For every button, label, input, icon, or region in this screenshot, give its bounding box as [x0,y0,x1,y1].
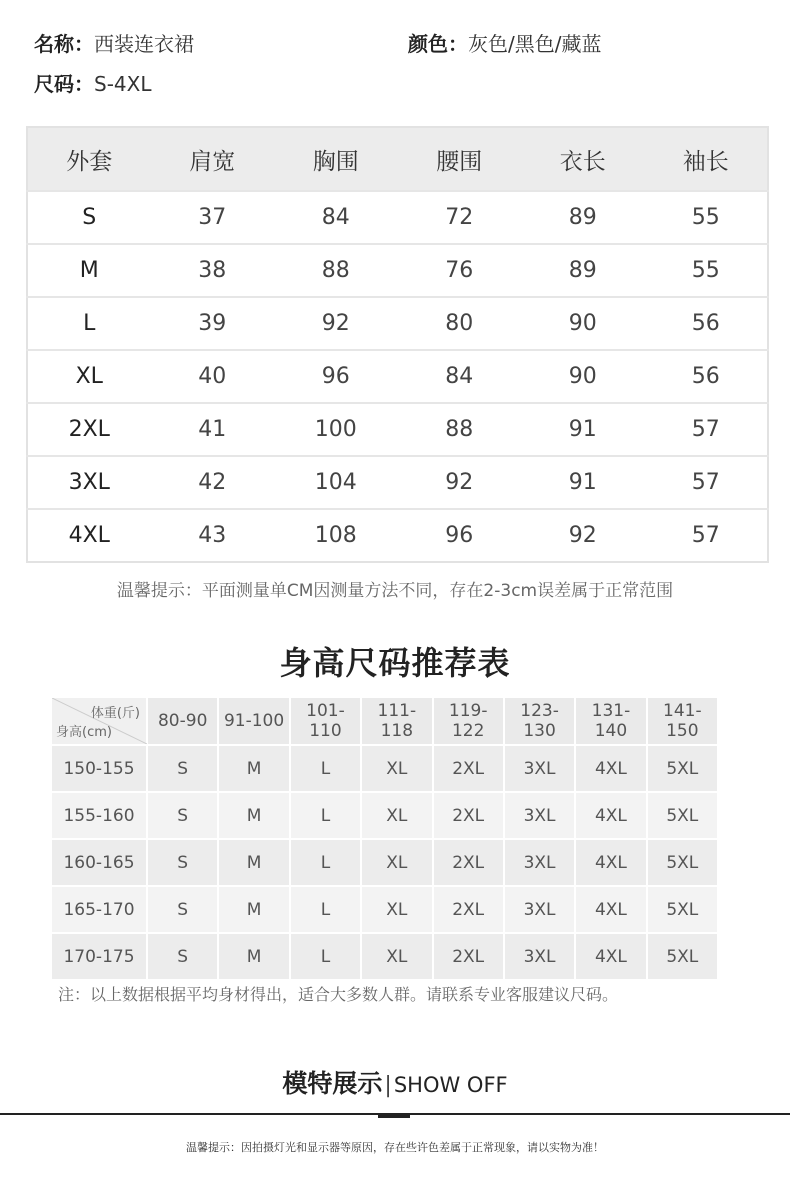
recommended-size-cell: 5XL [647,933,718,979]
size-table-row [27,403,768,456]
size-value-cell: 72 [398,191,522,244]
recommended-size-cell: 5XL [647,792,718,839]
height-range-cell: 150-155 [52,745,147,792]
recommend-row [52,839,718,886]
size-value-cell: 37 [151,191,275,244]
size-value-cell: 43 [151,509,275,562]
show-title-separator: | [384,1073,392,1098]
recommended-size-cell: 3XL [504,792,575,839]
recommended-size-cell: 2XL [433,792,504,839]
size-label-cell: 3XL [27,456,151,509]
size-table-header: 肩宽 [151,127,275,191]
weight-range-header: 131-140 [575,698,646,745]
recommended-size-cell: XL [361,886,432,933]
recommended-size-cell: L [290,886,361,933]
size-table-header: 外套 [27,127,151,191]
recommended-size-cell: 3XL [504,933,575,979]
size-label-cell: L [27,297,151,350]
product-name-value: 西装连衣裙 [94,32,194,56]
product-size-value: S-4XL [94,72,152,96]
weight-range-header: 123-130 [504,698,575,745]
recommend-header-row [52,698,718,745]
recommended-size-cell: 4XL [575,933,646,979]
recommended-size-cell: 5XL [647,886,718,933]
recommended-size-cell: 4XL [575,745,646,792]
height-range-cell: 165-170 [52,886,147,933]
recommended-size-cell: XL [361,933,432,979]
size-table-row [27,244,768,297]
recommended-size-cell: 3XL [504,886,575,933]
size-value-cell: 91 [521,456,645,509]
recommended-size-cell: S [147,745,218,792]
size-value-cell: 89 [521,244,645,297]
color-tip: 温馨提示：因拍摄灯光和显示器等原因，存在些许色差属于正常现象，请以实物为准！ [186,1141,604,1154]
size-value-cell: 38 [151,244,275,297]
recommended-size-cell: M [218,886,289,933]
recommended-size-cell: S [147,792,218,839]
size-value-cell: 108 [274,509,398,562]
show-off-title [0,1064,790,1100]
recommended-size-cell: M [218,933,289,979]
corner-weight-label: 体重(斤) [90,706,140,721]
corner-height-label: 身高(cm) [56,725,112,740]
recommend-corner-cell [52,698,147,745]
size-value-cell: 104 [274,456,398,509]
measurement-tip: 温馨提示：平面测量单CM因测量方法不同，存在2-3cm误差属于正常范围 [116,581,674,601]
size-value-cell: 56 [645,297,769,350]
height-range-cell: 170-175 [52,933,147,979]
size-table-header: 腰围 [398,127,522,191]
height-range-cell: 160-165 [52,839,147,886]
size-table [26,126,769,563]
size-label-cell: M [27,244,151,297]
recommended-size-cell: M [218,839,289,886]
size-table-header: 胸围 [274,127,398,191]
size-value-cell: 92 [521,509,645,562]
recommended-size-cell: 2XL [433,933,504,979]
weight-range-header: 91-100 [218,698,289,745]
recommend-row [52,745,718,792]
product-size-label: 尺码： [34,72,94,96]
recommend-title: 身高尺码推荐表 [279,644,511,682]
size-value-cell: 92 [274,297,398,350]
size-value-cell: 80 [398,297,522,350]
size-value-cell: 55 [645,244,769,297]
recommended-size-cell: L [290,792,361,839]
size-table-header: 衣长 [521,127,645,191]
size-value-cell: 100 [274,403,398,456]
recommended-size-cell: 4XL [575,792,646,839]
recommended-size-cell: S [147,933,218,979]
recommended-size-cell: 4XL [575,839,646,886]
size-value-cell: 41 [151,403,275,456]
size-table-header-row [27,127,768,191]
size-value-cell: 57 [645,509,769,562]
recommended-size-cell: 3XL [504,745,575,792]
size-label-cell: 2XL [27,403,151,456]
divider-mark [378,1113,410,1118]
recommended-size-cell: XL [361,792,432,839]
recommended-size-cell: 2XL [433,886,504,933]
size-value-cell: 57 [645,403,769,456]
height-range-cell: 155-160 [52,792,147,839]
show-title-cn: 模特展示 [282,1069,383,1098]
size-value-cell: 96 [398,509,522,562]
weight-range-header: 111-118 [361,698,432,745]
size-value-cell: 84 [274,191,398,244]
weight-range-header: 80-90 [147,698,218,745]
recommend-table-wrap [52,698,719,970]
show-title-en: SHOW OFF [393,1073,508,1097]
size-value-cell: 40 [151,350,275,403]
size-label-cell: S [27,191,151,244]
size-label-cell: XL [27,350,151,403]
recommend-row [52,933,718,979]
size-table-row [27,297,768,350]
size-value-cell: 90 [521,297,645,350]
size-value-cell: 76 [398,244,522,297]
size-value-cell: 39 [151,297,275,350]
size-value-cell: 42 [151,456,275,509]
product-color-value: 灰色/黑色/藏蓝 [468,32,602,56]
size-value-cell: 88 [274,244,398,297]
size-value-cell: 96 [274,350,398,403]
recommend-row [52,886,718,933]
recommended-size-cell: 5XL [647,745,718,792]
recommended-size-cell: L [290,839,361,886]
recommend-table [52,698,719,979]
product-name-label: 名称： [34,32,94,56]
product-size-row [34,68,151,97]
product-color-row [408,28,601,57]
recommended-size-cell: 4XL [575,886,646,933]
recommended-size-cell: 2XL [433,745,504,792]
size-value-cell: 56 [645,350,769,403]
recommended-size-cell: XL [361,839,432,886]
size-value-cell: 84 [398,350,522,403]
size-table-row [27,191,768,244]
size-value-cell: 91 [521,403,645,456]
size-value-cell: 55 [645,191,769,244]
size-table-row [27,456,768,509]
size-value-cell: 89 [521,191,645,244]
recommended-size-cell: L [290,745,361,792]
size-value-cell: 57 [645,456,769,509]
product-name-row [34,28,194,57]
size-value-cell: 90 [521,350,645,403]
recommended-size-cell: 5XL [647,839,718,886]
weight-range-header: 119-122 [433,698,504,745]
size-table-header: 袖长 [645,127,769,191]
weight-range-header: 141-150 [647,698,718,745]
recommended-size-cell: S [147,839,218,886]
size-label-cell: 4XL [27,509,151,562]
size-value-cell: 88 [398,403,522,456]
size-value-cell: 92 [398,456,522,509]
size-table-row [27,509,768,562]
recommended-size-cell: L [290,933,361,979]
size-table-row [27,350,768,403]
weight-range-header: 101-110 [290,698,361,745]
recommended-size-cell: S [147,886,218,933]
recommended-size-cell: 2XL [433,839,504,886]
recommended-size-cell: M [218,792,289,839]
data-note: 注：以上数据根据平均身材得出，适合大多数人群。请联系专业客服建议尺码。 [58,985,619,1004]
recommended-size-cell: XL [361,745,432,792]
product-color-label: 颜色： [408,32,468,56]
recommended-size-cell: M [218,745,289,792]
recommend-row [52,792,718,839]
recommended-size-cell: 3XL [504,839,575,886]
